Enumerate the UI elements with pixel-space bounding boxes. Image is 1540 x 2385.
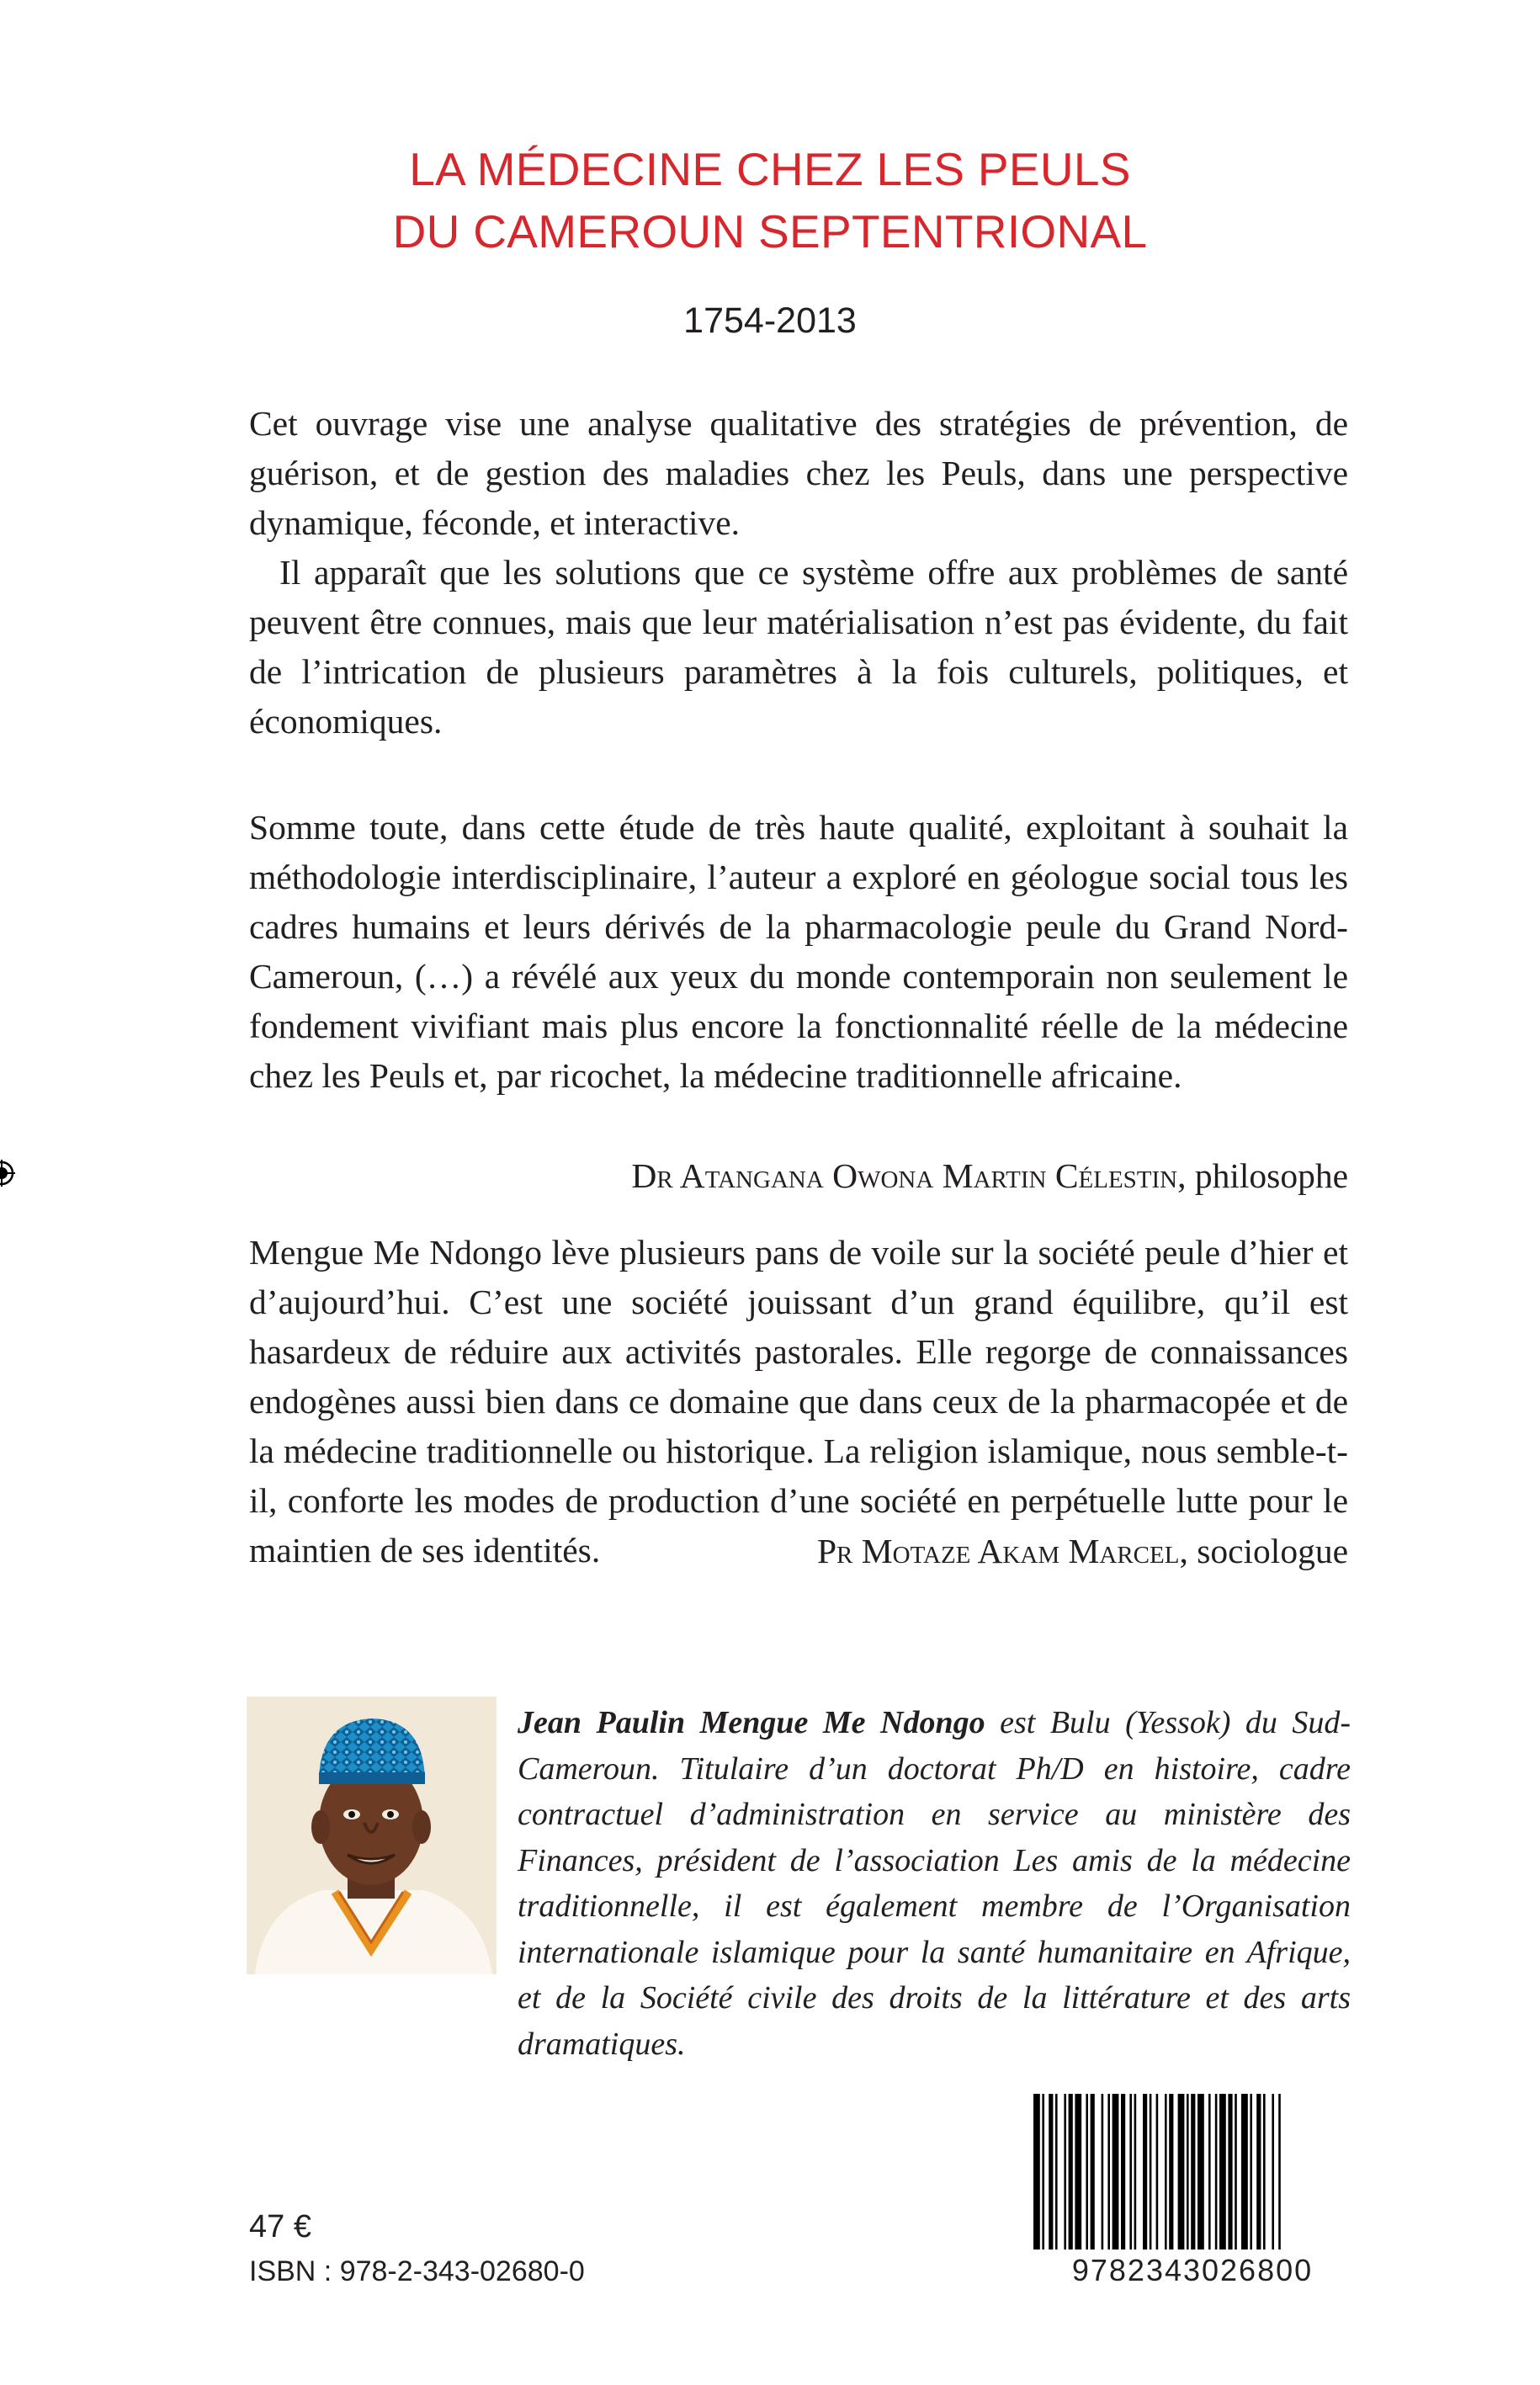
- barcode-bar: [1256, 2094, 1261, 2250]
- quote-1-signature: [254, 1151, 1348, 1201]
- quote-2-author: Pr Motaze Akam Marcel: [816, 1532, 1180, 1570]
- quote-1-author: Dr Atangana Owona Martin Célestin: [631, 1156, 1178, 1195]
- barcode-bar: [1156, 2094, 1159, 2250]
- barcode-bar: [1121, 2094, 1125, 2250]
- isbn: ISBN : 978-2-343-02680-0: [249, 2255, 585, 2287]
- barcode-bar: [1208, 2094, 1211, 2250]
- barcode-bar: [1263, 2094, 1266, 2250]
- barcode-bar: [1143, 2094, 1147, 2250]
- barcode-bars: [1028, 2094, 1353, 2250]
- quote-2-signature: [254, 1527, 1348, 1576]
- quote-2-text: Mengue Me Ndongo lève plusieurs pans de voile sur la société peule d’hier et d’aujourd’hui. C’est une société jouissant d’un grand équilibre, qu’il est hasardeux de réduire aux activités pastorales. Elle regorge de connaissances endogènes aussi bien dans ce domaine que dans ceux de la pharmacopée et de la médecine traditionnelle ou historique. La religion islamique, nous semble-t-il, conforte les modes de production d’une société en perpétuelle lutte pour le maintien de ses identités.: [249, 1233, 1348, 1570]
- author-photo: [247, 1697, 497, 1974]
- barcode-bar: [1049, 2094, 1053, 2250]
- price: 47 €: [249, 2209, 311, 2244]
- summary-paragraph-1: Cet ouvrage vise une analyse qualitative des stratégies de prévention, de guérison, et de gestion des maladies chez les Peuls, dans une perspective dynamique, féconde, et interactive.: [249, 404, 1348, 542]
- barcode-bar: [1250, 2094, 1252, 2250]
- barcode-bar: [1113, 2094, 1119, 2250]
- barcode-bar: [1091, 2094, 1095, 2250]
- barcode-bar: [1191, 2094, 1195, 2250]
- barcode-bar: [1086, 2094, 1088, 2250]
- author-bio-text: est Bulu (Yessok) du Sud-Cameroun. Titulaire d’un doctorat Ph/D en histoire, cadre contractuel d’administration en service au ministère des Finances, président de l’association Les amis de la médecine traditionnelle, il est également membre de l’Organisation internationale islamique pour la santé humanitaire en Afrique, et de la Société civile des droits de la littérature et des arts dramatiques.: [518, 1705, 1351, 2062]
- barcode-bar: [1129, 2094, 1132, 2250]
- summary-paragraph-2: Il apparaît que les solutions que ce système offre aux problèmes de santé peuvent être connues, mais que leur matérialisation n’est pas évidente, du fait de l’intrication de plusieurs paramètres à la fois culturels, politiques, et économiques.: [249, 553, 1348, 741]
- barcode-bar: [1042, 2094, 1044, 2250]
- barcode-bar: [1278, 2094, 1281, 2250]
- registration-mark-icon: [0, 1160, 15, 1187]
- barcode-bar: [1064, 2094, 1066, 2250]
- barcode-bar: [1169, 2094, 1173, 2250]
- quote-2: [249, 1228, 1348, 1575]
- barcode-bar: [1107, 2094, 1110, 2250]
- barcode-bar: [1069, 2094, 1073, 2250]
- barcode-bar: [1235, 2094, 1237, 2250]
- barcode-bar: [1228, 2094, 1232, 2250]
- quote-1: [249, 803, 1348, 1101]
- book-title: [0, 138, 1540, 263]
- quote-1-role: , philosophe: [1177, 1156, 1348, 1195]
- barcode-bar: [1178, 2094, 1185, 2250]
- author-portrait-illustration: [247, 1697, 497, 1974]
- barcode-bar: [1134, 2094, 1137, 2250]
- barcode-bar: [1272, 2094, 1274, 2250]
- book-title-line-2: DU CAMEROUN SEPTENTRIONAL: [392, 205, 1148, 258]
- barcode-bar: [1150, 2094, 1152, 2250]
- barcode-bar: [1075, 2094, 1081, 2250]
- book-dates: 1754-2013: [683, 300, 857, 341]
- quote-2-role: , sociologue: [1179, 1532, 1348, 1570]
- barcode-bar: [1102, 2094, 1104, 2250]
- barcode-number: 9782343026800: [1071, 2253, 1314, 2287]
- barcode-bar: [1197, 2094, 1204, 2250]
- author-bio: [518, 1700, 1351, 2067]
- barcode-bar: [1219, 2094, 1226, 2250]
- barcode-bar: [1055, 2094, 1058, 2250]
- barcode-bar: [1187, 2094, 1189, 2250]
- barcode-bar: [1033, 2094, 1040, 2250]
- quote-1-text: Somme toute, dans cette étude de très haute qualité, exploitant à souhait la méthodologie interdisciplinaire, l’auteur a exploré en géologue social tous les cadres humains et leurs dérivés de la pharmacologie peule du Grand Nord-Cameroun, (…) a révélé aux yeux du monde contemporain non seulement le fondement vivifiant mais plus encore la fonctionnalité réelle de la médecine chez les Peuls et, par ricochet, la médecine traditionnelle africaine.: [249, 808, 1348, 1095]
- summary: [249, 399, 1348, 746]
- barcode-bar: [1215, 2094, 1218, 2250]
- book-title-line-1: LA MÉDECINE CHEZ LES PEULS: [409, 143, 1131, 195]
- barcode-bar: [1241, 2094, 1248, 2250]
- barcode-bar: [1165, 2094, 1167, 2250]
- author-name: Jean Paulin Mengue Me Ndongo: [518, 1705, 985, 1740]
